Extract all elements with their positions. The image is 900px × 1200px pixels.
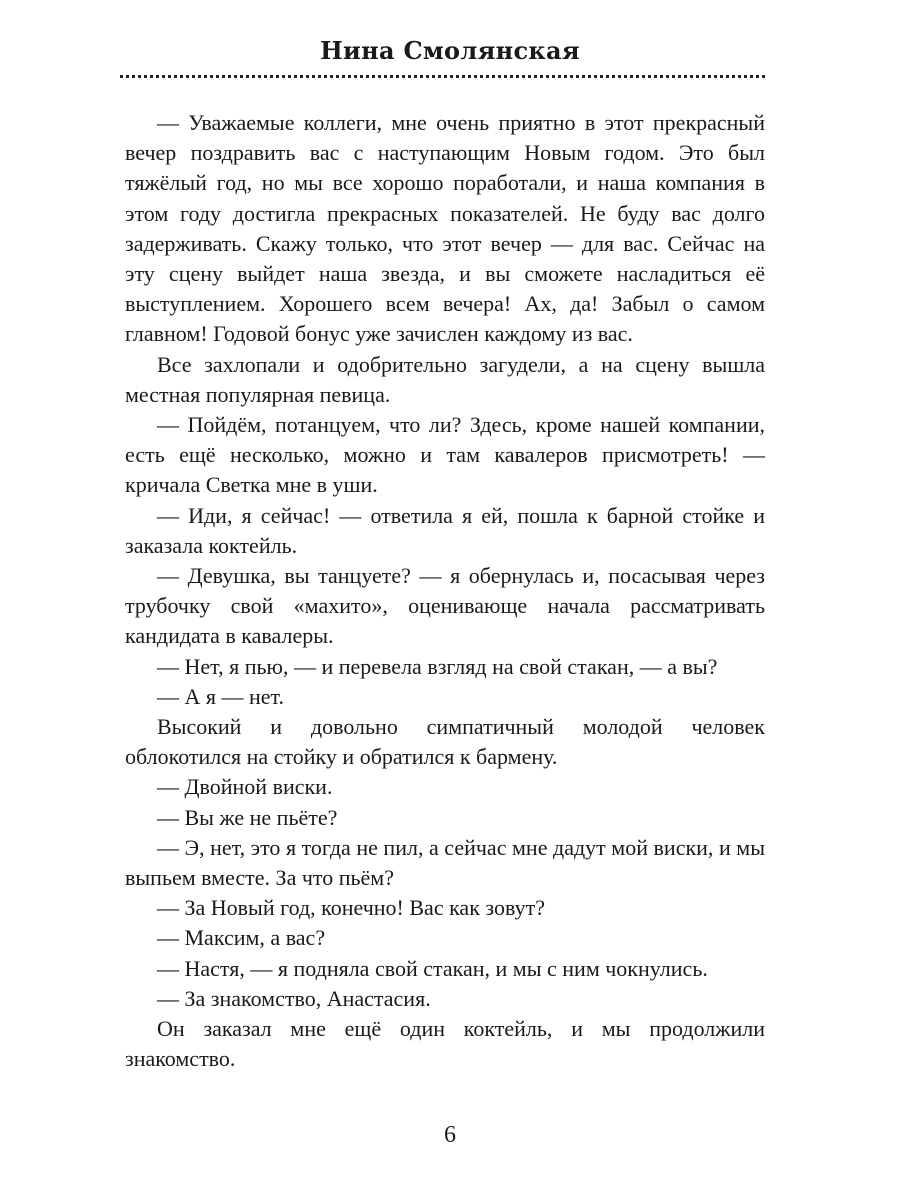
paragraph: — Пойдём, потанцуем, что ли? Здесь, кроме нашей компании, есть ещё несколько, можно и там кавалеров присмотреть! — кричала Светка мне в уши. [125, 412, 765, 498]
page-body-text [125, 108, 765, 1075]
paragraph: — Вы же не пьёте? [157, 804, 338, 830]
running-header-author: Нина Смолянская [320, 36, 580, 65]
paragraph: — За знакомство, Анастасия. [157, 985, 431, 1011]
paragraph: — Нет, я пью, — и перевела взгляд на свой стакан, — а вы? [157, 653, 718, 679]
paragraph: — Э, нет, это я тогда не пил, а сейчас мне дадут мой виски, и мы выпьем вместе. За что пьём? [125, 834, 765, 891]
paragraph: Все захлопали и одобрительно загудели, а на сцену вышла местная популярная певица. [125, 351, 765, 407]
paragraph: Он заказал мне ещё один коктейль, и мы продолжили знакомство. [125, 1016, 765, 1072]
paragraph: — А я — нет. [157, 683, 285, 709]
page-number: 6 [444, 1122, 456, 1148]
paragraph: — Девушка, вы танцуете? — я обернулась и, посасывая через трубочку свой «махито», оценивающе начала рассматривать кандидата в кавалеры. [125, 563, 765, 649]
paragraph: — Иди, я сейчас! — ответила я ей, пошла к барной стойке и заказала коктейль. [125, 502, 765, 558]
header-dotted-divider [120, 75, 765, 78]
paragraph: — Двойной виски. [157, 774, 333, 800]
paragraph: — Максим, а вас? [157, 925, 326, 951]
paragraph: Высокий и довольно симпатичный молодой человек облокотился на стойку и обратился к бармену. [125, 714, 765, 770]
paragraph: — Уважаемые коллеги, мне очень приятно в этот прекрасный вечер поздравить вас с наступающим Новым годом. Это был тяжёлый год, но мы все хорошо поработали, и наша компания в этом году достигла прекрасных показателей. Не буду вас долго задерживать. Скажу только, что этот вечер — для вас. Сейчас на эту сцену выйдет наша звезда, и вы сможете насладиться её выступлением. Хорошего всем вечера! Ах, да! Забыл о самом главном! Годовой бонус уже зачислен каждому из вас. [125, 110, 765, 347]
paragraph: — За Новый год, конечно! Вас как зовут? [157, 895, 545, 921]
paragraph: — Настя, — я подняла свой стакан, и мы с ним чокнулись. [157, 955, 708, 981]
